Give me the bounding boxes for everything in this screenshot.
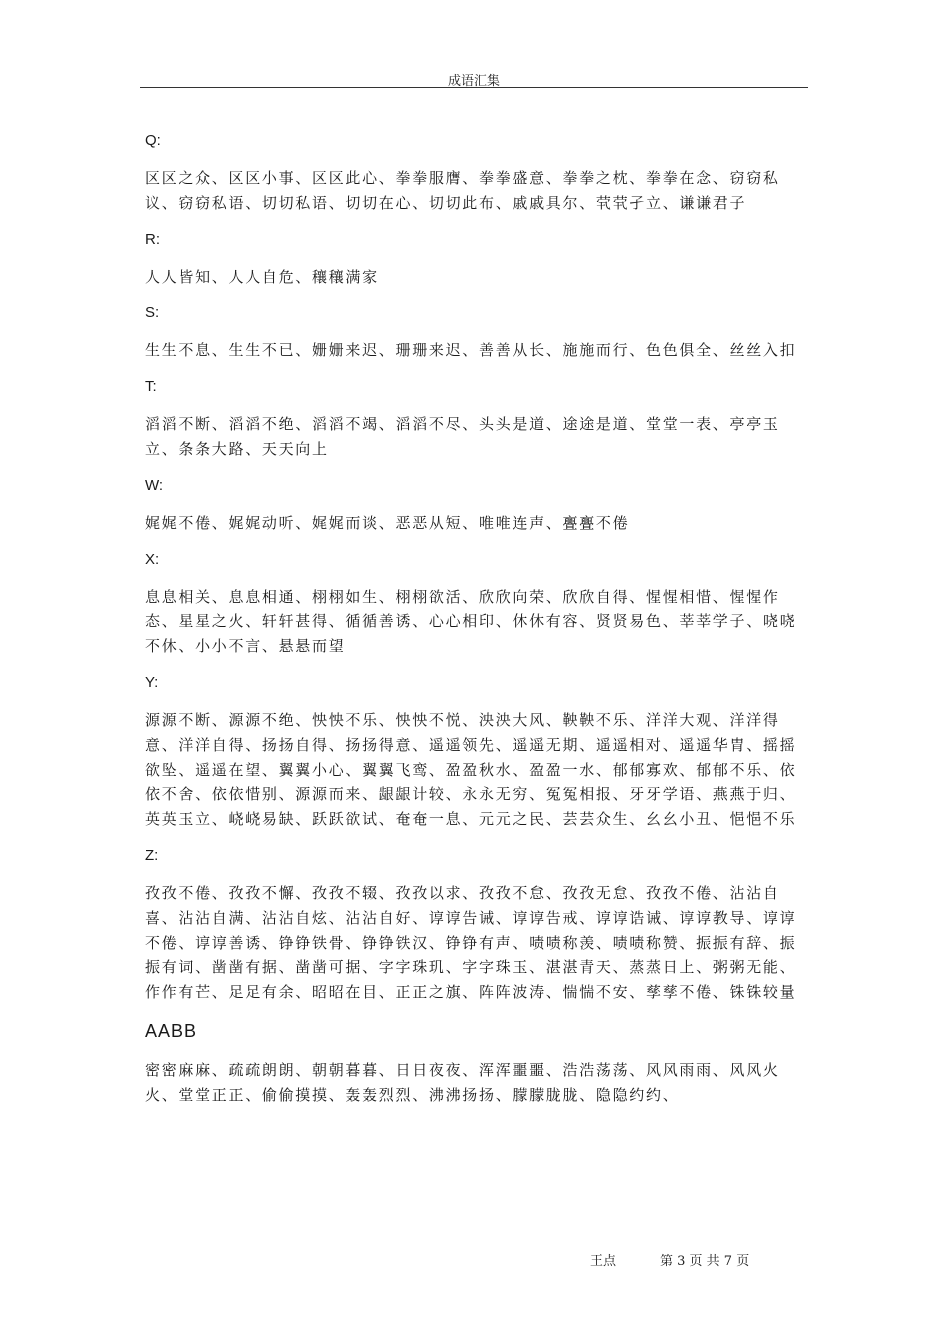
page-footer — [590, 1250, 749, 1269]
idiom-list: 区区之众、区区小事、区区此心、拳拳服膺、拳拳盛意、拳拳之枕、拳拳在念、窃窃私议、窃窃私语、切切私语、切切在心、切切此布、戚戚具尔、茕茕孑立、谦谦君子 — [145, 169, 780, 212]
section-r — [145, 229, 810, 290]
idiom-list: 密密麻麻、疏疏朗朗、朝朝暮暮、日日夜夜、浑浑噩噩、浩浩荡荡、风风雨雨、风风火火、堂堂正正、偷偷摸摸、轰轰烈烈、沸沸扬扬、朦朦胧胧、隐隐约约、 — [145, 1060, 780, 1104]
section-letter: Y: — [145, 673, 159, 691]
section-letter: Q: — [145, 132, 161, 149]
section-letter: T: — [145, 378, 157, 396]
section-letter: R: — [145, 230, 160, 248]
section-t — [145, 376, 810, 462]
section-letter: X: — [145, 550, 160, 568]
section-aabb — [145, 1018, 810, 1108]
idiom-list: 娓娓不倦、娓娓动听、娓娓而谈、恶恶从短、唯唯连声、亹亹不倦 — [145, 513, 630, 532]
section-letter: W: — [145, 476, 164, 494]
section-w — [145, 475, 810, 536]
idiom-list: 滔滔不断、滔滔不绝、滔滔不竭、滔滔不尽、头头是道、途途是道、堂堂一表、亭亭玉立、条条大路、天天向上 — [145, 415, 780, 458]
section-q — [145, 130, 810, 216]
section-letter: S: — [145, 304, 160, 322]
section-heading: AABB — [145, 1020, 198, 1041]
section-x — [145, 549, 810, 659]
section-s — [145, 302, 810, 363]
section-y — [145, 672, 810, 832]
idiom-list: 息息相关、息息相通、栩栩如生、栩栩欲活、欣欣向荣、欣欣自得、惺惺相惜、惺惺作态、星星之火、轩轩甚得、循循善诱、心心相印、休休有容、贤贤易色、莘莘学子、哓哓不休、小小不言、悬悬而望 — [145, 587, 797, 656]
section-z — [145, 845, 810, 1005]
idiom-list: 生生不息、生生不已、姗姗来迟、珊珊来迟、善善从长、施施而行、色色俱全、丝丝入扣 — [145, 341, 797, 360]
idiom-list: 人人皆知、人人自危、穰穰满家 — [145, 267, 379, 286]
page-header: 成语汇集 — [447, 74, 500, 89]
footer-author: 王点 — [590, 1254, 617, 1269]
idiom-list: 孜孜不倦、孜孜不懈、孜孜不辍、孜孜以求、孜孜不怠、孜孜无怠、孜孜不倦、沾沾自喜、沾沾自满、沾沾自炫、沾沾自好、谆谆告诫、谆谆告戒、谆谆诰诫、谆谆教导、谆谆不倦、谆谆善诱、铮铮铁骨、铮铮铁汉、铮铮有声、啧啧称羡、啧啧称赞、振振有辞、振振有词、凿凿有据、凿凿可据、字字珠玑、字字珠玉、湛湛青天、蒸蒸日上、粥粥无能、作作有芒、足足有余、昭昭在目、正正之旗、阵阵波涛、惴惴不安、孳孳不倦、铢铢较量 — [145, 883, 797, 1002]
header-divider — [140, 87, 808, 88]
document-body — [145, 130, 810, 1121]
page-number: 第 3 页 共 7 页 — [660, 1254, 750, 1269]
idiom-list: 源源不断、源源不绝、怏怏不乐、怏怏不悦、泱泱大风、鞅鞅不乐、洋洋大观、洋洋得意、洋洋自得、扬扬自得、扬扬得意、遥遥领先、遥遥无期、遥遥相对、遥遥华胄、摇摇欲坠、遥遥在望、翼翼小心、翼翼飞鸾、盈盈秋水、盈盈一水、郁郁寡欢、郁郁不乐、依依不舍、依依惜别、源源而来、龈龈计较、永永无穷、冤冤相报、牙牙学语、燕燕于归、英英玉立、峣峣易缺、跃跃欲试、奄奄一息、元元之民、芸芸众生、幺幺小丑、悒悒不乐 — [145, 710, 797, 829]
section-letter: Z: — [145, 846, 159, 864]
